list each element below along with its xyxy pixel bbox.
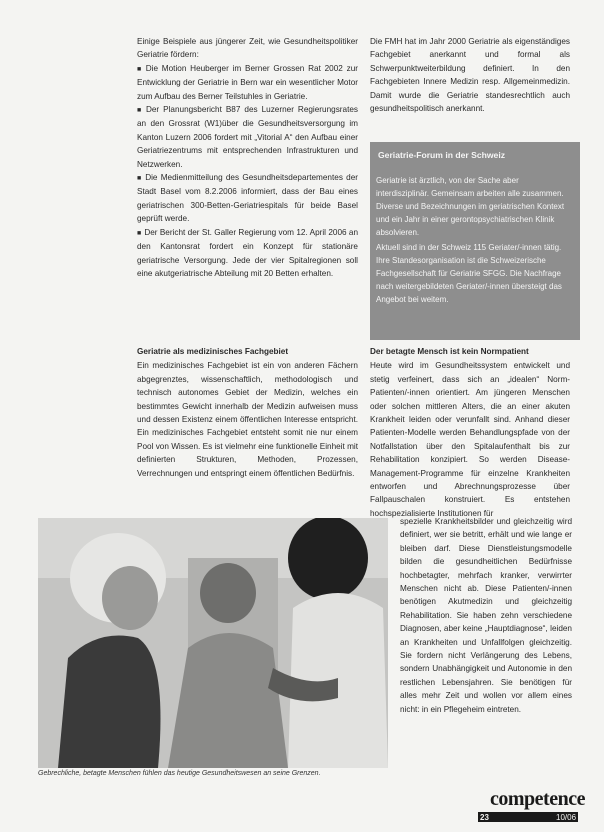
page-number: 23 (480, 813, 489, 822)
bullet-item: ■ Die Medienmitteilung des Gesundheitsdepartementes der Stadt Basel vom 8.2.2006 informiert, dass der Bau eines geriatrischen 300-Betten-Geriatriespitals für beide Basel geprüft werde. (137, 171, 358, 226)
photo-elderly-patient (38, 518, 388, 768)
info-box (370, 142, 580, 340)
intro-paragraph: Einige Beispiele aus jüngerer Zeit, wie Gesundheitspolitiker Geriatrie fördern: (137, 37, 358, 60)
section-paragraph-continued: spezielle Krankheitsbilder und gleichzeitig wird definiert, wer sie betritt, erhält und wie lange er bleiben darf. Diese Dienstleistungsmodelle bilden die gesundheitlichen Bedürfnisse hochbetagter, mehrfach kranker, verwirrter Menschen nicht ab. Diese Patienten/-innen benötigen Akutmedizin und gleichzeitig Rehabilitation. Sie haben zehn verschiedene Diagnosen, aber keine „Hauptdiagnose“, leiden an Krankheiten und Unfallfolgen gleichzeitig. Sie fordern nicht Verlängerung des Lebens, sondern Unabhängigkeit und Autonomie in den restlichen Lebensjahren. Sie benötigen für alles mehr Zeit und wollen vor allem eines nicht: in ein Pflegeheim eintreten. (400, 517, 572, 714)
info-box-body (376, 174, 572, 308)
left-column-top (137, 35, 358, 280)
section-heading: Der betagte Mensch ist kein Normpatient (370, 347, 529, 356)
photo-illustration (38, 518, 388, 768)
issue-number: 10/06 (556, 813, 577, 822)
bullet-item: ■ Die Motion Heuberger im Berner Grossen Rat 2002 zur Entwicklung der Geriatrie in Bern war ein wesentlicher Motor zum Aufbau des Berner Teilstuhles in Geriatrie. (137, 62, 358, 103)
right-column-top (370, 35, 570, 115)
info-box-paragraph: Aktuell sind in der Schweiz 115 Geriater/-innen tätig. Ihre Standesorganisation ist die Schweizerische Fachgesellschaft für Geriatrie SFGG. Die Nachfrage nach weitergebildeten Geriater/-innen übersteigt das Angebot bei weitem. (376, 243, 562, 304)
photo-caption: Gebrechliche, betagte Menschen fühlen das heutige Gesundheitswesen an seine Grenzen. (38, 770, 321, 777)
right-column-continued (400, 515, 572, 716)
right-column-mid (370, 345, 570, 520)
left-column-mid (137, 345, 358, 480)
bullet-item: ■ Der Planungsbericht B87 des Luzerner Regierungsrates an den Grossrat (W1)über die Gesundheitsversorgung im Kanton Luzern 2006 fordert mit „Vitorial A“ den Aufbau einer Geriatriezentrums mit entsprechenden Infrastrukturen und Netzwerken. (137, 103, 358, 171)
info-box-title: Geriatrie-Forum in der Schweiz (378, 150, 506, 160)
section-paragraph: Heute wird im Gesundheitssystem entwickelt und stetig verfeinert, dass sich an „idealen“ Norm-Patienten/-innen orientiert. Am jüngeren Menschen oder solchen mittleren Alters, die an einer akuten Krankheit leiden oder verunfallt sind. Anhand dieser Patienten-Modelle werden Behandlungspfade von der Notfallstation über den Spitalaufenthalt bis zur Rehabilitation konzipiert. So werden Disease-Management-Programme für einzelne Krankheiten entworfen und Abrechnungsprozesse über Fallpauschalen konstruiert. Es entstehen hochspezialisierte Institutionen für (370, 361, 570, 518)
section-paragraph: Ein medizinisches Fachgebiet ist ein von anderen Fächern abgegrenztes, wissenschaftlich, methodologisch und technisch autonomes Gebiet der Medizin, welches ein bestimmtes Gewicht innerhalb der Medizin aufweisen muss und dessen Existenz einem öffentlichen Interesse entspricht. Ein medizinisches Fachgebiet entsteht somit nie nur einem Pool von Wissen. Es ist vielmehr eine funktionelle Einheit mit definierten Strukturen, Methoden, Prozessen, Verrechnungen und entspringt einem öffentlichen Bedürfnis. (137, 361, 358, 478)
fmh-paragraph: Die FMH hat im Jahr 2000 Geriatrie als eigenständiges Fachgebiet anerkannt und formal als Schwerpunktweiterbildung definiert. In den Fachgebieten Innere Medizin resp. Allgemeinmedizin. Damit wurde die Geriatrie standesrechtlich auch gesundheitspolitisch anerkannt. (370, 37, 570, 114)
bullet-item: ■ Der Bericht der St. Galler Regierung vom 12. April 2006 an den Kantonsrat fordert ein Konzept für stationäre geriatrische Versorgung. Jede der vier Spitalregionen soll eine akutgeriatrische Abteilung mit 20 Betten erhalten. (137, 226, 358, 281)
section-heading: Geriatrie als medizinisches Fachgebiet (137, 347, 289, 356)
logo-wordmark: competence (490, 788, 585, 810)
info-box-paragraph: Geriatrie ist ärztlich, von der Sache aber interdisziplinär. Gemeinsam arbeiten alle zusammen. Diverse und Bezeichnungen im geriatrischen Kontext und ein Jahr in einer gerontopsychiatrischen Klinik absolvieren. (376, 176, 565, 237)
